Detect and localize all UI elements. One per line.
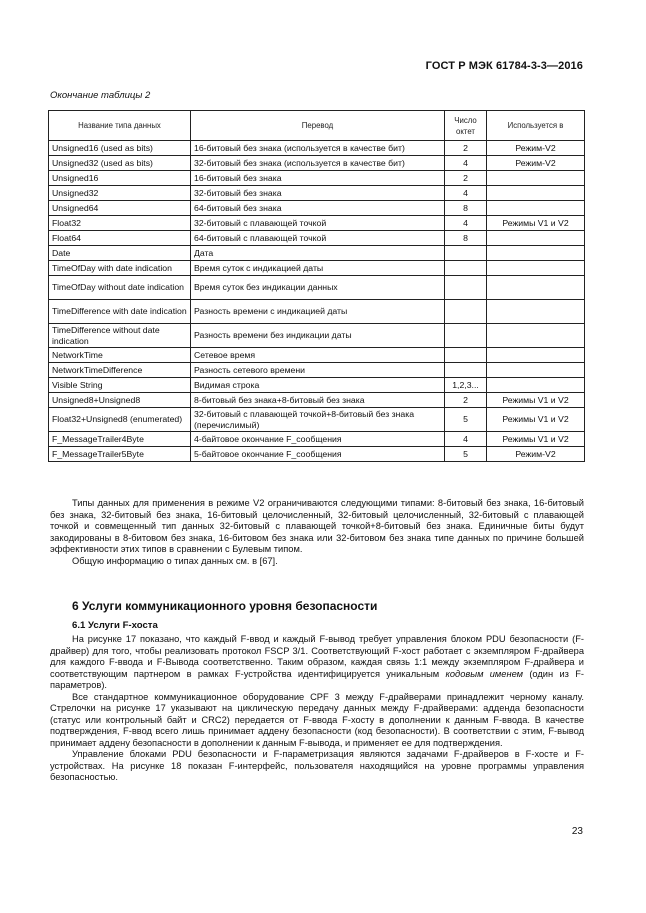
cell-translation: 32-битовый без знака <box>191 186 445 201</box>
cell-name: Visible String <box>49 378 191 393</box>
table-header-row <box>49 111 585 141</box>
text-run: На рисунке 17 показано, что каждый F-ввод и каждый F-вывод требует управления блоком PDU безопасности (F-драйвер) для того, чтобы реализовать протокол FSCP 3/1. Соответствующий F-хост работает с экземпляром F-драйвера для каждого F-ввода и F-Вывода соответственно. Таким образом, каждая связь 1:1 между экземпляром F-драйвера и соответствующим партнером в рамках F-устройства идентифицируется уникальным <box>50 634 584 679</box>
column-header-used-in: Используется в <box>487 111 585 141</box>
table-row <box>49 300 585 324</box>
cell-octets <box>445 363 487 378</box>
cell-name: TimeOfDay with date indication <box>49 261 191 276</box>
table-row <box>49 324 585 348</box>
cell-translation: 32-битовый с плавающей точкой <box>191 216 445 231</box>
cell-used-in: Режимы V1 и V2 <box>487 432 585 447</box>
cell-used-in <box>487 246 585 261</box>
cell-octets: 2 <box>445 393 487 408</box>
table-caption: Окончание таблицы 2 <box>50 90 151 101</box>
cell-name: Unsigned16 <box>49 171 191 186</box>
cell-translation: Разность времени без индикации даты <box>191 324 445 348</box>
cell-octets: 8 <box>445 201 487 216</box>
cell-octets: 8 <box>445 231 487 246</box>
cell-name: Float32+Unsigned8 (enumerated) <box>49 408 191 432</box>
cell-translation: 16-битовый без знака (используется в качестве бит) <box>191 141 445 156</box>
cell-translation: Время суток с индикацией даты <box>191 261 445 276</box>
cell-name: Unsigned16 (used as bits) <box>49 141 191 156</box>
table-row <box>49 393 585 408</box>
table-row <box>49 276 585 300</box>
table-row <box>49 447 585 462</box>
cell-used-in <box>487 300 585 324</box>
cell-used-in: Режимы V1 и V2 <box>487 408 585 432</box>
subsection-heading: 6.1 Услуги F-хоста <box>72 620 158 631</box>
data-types-table <box>48 110 585 462</box>
column-header-octets: Число октет <box>445 111 487 141</box>
cell-name: NetworkTime <box>49 348 191 363</box>
cell-octets <box>445 348 487 363</box>
cell-name: Unsigned64 <box>49 201 191 216</box>
table-row <box>49 141 585 156</box>
cell-translation: 4-байтовое окончание F_сообщения <box>191 432 445 447</box>
cell-octets: 2 <box>445 141 487 156</box>
table-row <box>49 231 585 246</box>
table-row <box>49 408 585 432</box>
cell-octets: 1,2,3... <box>445 378 487 393</box>
cell-octets <box>445 276 487 300</box>
cell-used-in <box>487 186 585 201</box>
cell-name: Unsigned32 (used as bits) <box>49 156 191 171</box>
paragraph: Все стандартное коммуникационное оборудование CPF 3 между F-драйверами принадлежит черному каналу. Стрелочки на рисунке 17 указывают на циклическую передачу данных между F-драйверами: адденда безопасности (статус или контрольный байт и CRC2) передается от F-ввода F-хосту в дополнении к данным F-ввода. В качестве подтверждения, F-ввод всего лишь принимает аддену безопасности (код безопасности). В соответствии с этим, F-вывод принимает аддену безопасности в дополнении к данным F-вывода, и применяет ее для подтверждения. <box>50 691 584 748</box>
table-row <box>49 432 585 447</box>
cell-name: Date <box>49 246 191 261</box>
table-row <box>49 378 585 393</box>
text-run: (один из F-параметров). <box>50 668 584 690</box>
cell-translation: 16-битовый без знака <box>191 171 445 186</box>
cell-used-in: Режимы V1 и V2 <box>487 393 585 408</box>
cell-used-in: Режим-V2 <box>487 447 585 462</box>
table-row <box>49 261 585 276</box>
cell-translation: Сетевое время <box>191 348 445 363</box>
cell-octets <box>445 261 487 276</box>
paragraph: Управление блоками PDU безопасности и F-параметризация являются задачами F-драйверов в F-хосте и F-устройствах. На рисунке 18 показан F-интерфейс, пользователя находящийся на уровне программы управления безопасностью. <box>50 749 584 782</box>
paragraph: Общую информацию о типах данных см. в [67]. <box>72 555 278 566</box>
cell-octets <box>445 246 487 261</box>
paragraph <box>50 634 584 692</box>
cell-octets: 5 <box>445 447 487 462</box>
table-row <box>49 246 585 261</box>
cell-used-in <box>487 201 585 216</box>
cell-used-in <box>487 231 585 246</box>
cell-used-in <box>487 348 585 363</box>
cell-octets: 4 <box>445 156 487 171</box>
cell-name: TimeDifference with date indication <box>49 300 191 324</box>
cell-translation: 64-битовый без знака <box>191 201 445 216</box>
cell-name: Float64 <box>49 231 191 246</box>
cell-octets <box>445 300 487 324</box>
table-row <box>49 201 585 216</box>
cell-octets: 4 <box>445 216 487 231</box>
paragraph: Типы данных для применения в режиме V2 ограничиваются следующими типами: 8-битовый без знака, 16-битовый без знака, 32-битовый без знака, 16-битовый целочисленный, 32-битовый целочисленный, 32-битовый с плавающей точкой и совмещенный тип данных 32-битовый с плавающей точкой+8-битовый без знака. Единичные биты будут закодированы в 8-битовом без знака, 16-битовом без знака или 32-битовом без знака типе данных по причине большей эффективности этих типов в сравнении с Булевым типом. <box>50 498 584 554</box>
cell-used-in <box>487 363 585 378</box>
cell-translation: Видимая строка <box>191 378 445 393</box>
table-row <box>49 363 585 378</box>
cell-used-in <box>487 324 585 348</box>
cell-name: F_MessageTrailer4Byte <box>49 432 191 447</box>
cell-octets: 4 <box>445 432 487 447</box>
section-body <box>50 634 584 784</box>
cell-name: TimeDifference without date indication <box>49 324 191 348</box>
cell-translation: Дата <box>191 246 445 261</box>
cell-name: Unsigned8+Unsigned8 <box>49 393 191 408</box>
standard-header: ГОСТ Р МЭК 61784-3-3—2016 <box>425 60 583 72</box>
cell-used-in: Режим-V2 <box>487 156 585 171</box>
table-row <box>49 348 585 363</box>
cell-used-in <box>487 171 585 186</box>
cell-translation: 32-битовый без знака (используется в качестве бит) <box>191 156 445 171</box>
cell-translation: Разность сетевого времени <box>191 363 445 378</box>
cell-translation: Время суток без индикации данных <box>191 276 445 300</box>
cell-translation: 8-битовый без знака+8-битовый без знака <box>191 393 445 408</box>
cell-octets: 5 <box>445 408 487 432</box>
cell-octets: 4 <box>445 186 487 201</box>
cell-translation: 32-битовый с плавающей точкой+8-битовый без знака (перечислимый) <box>191 408 445 432</box>
cell-used-in <box>487 261 585 276</box>
cell-used-in: Режимы V1 и V2 <box>487 216 585 231</box>
cell-used-in <box>487 378 585 393</box>
cell-name: F_MessageTrailer5Byte <box>49 447 191 462</box>
table-row <box>49 171 585 186</box>
cell-name: TimeOfDay without date indication <box>49 276 191 300</box>
data-types-note <box>50 498 584 567</box>
cell-used-in <box>487 276 585 300</box>
cell-name: NetworkTimeDifference <box>49 363 191 378</box>
table-row <box>49 156 585 171</box>
table-row <box>49 216 585 231</box>
emphasized-term: кодовым именем <box>445 668 524 679</box>
cell-octets: 2 <box>445 171 487 186</box>
table-row <box>49 186 585 201</box>
column-header-translation: Перевод <box>191 111 445 141</box>
cell-translation: 5-байтовое окончание F_сообщения <box>191 447 445 462</box>
cell-name: Float32 <box>49 216 191 231</box>
section-heading: 6 Услуги коммуникационного уровня безопасности <box>72 599 378 613</box>
cell-translation: Разность времени с индикацией даты <box>191 300 445 324</box>
column-header-name: Название типа данных <box>49 111 191 141</box>
cell-octets <box>445 324 487 348</box>
cell-used-in: Режим-V2 <box>487 141 585 156</box>
cell-name: Unsigned32 <box>49 186 191 201</box>
cell-translation: 64-битовый с плавающей точкой <box>191 231 445 246</box>
page-number: 23 <box>571 826 583 837</box>
